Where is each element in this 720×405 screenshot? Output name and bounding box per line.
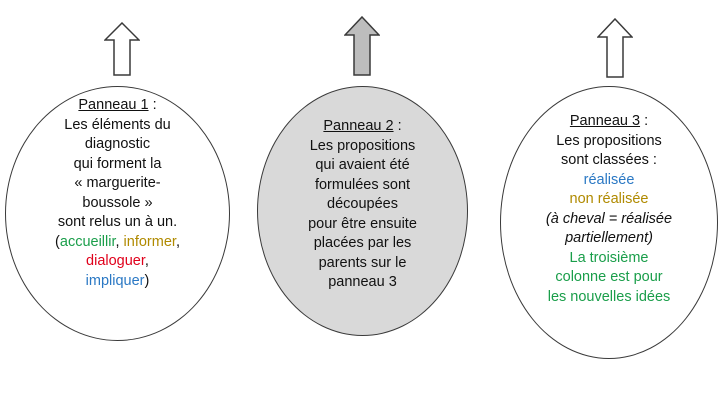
panel-2-line: parents sur le xyxy=(318,254,407,271)
kw-sep: , xyxy=(115,233,124,250)
panel-2-line: qui avaient été xyxy=(315,157,410,173)
kw-accueillir: accueillir xyxy=(59,233,116,250)
panel-1-title: Panneau 1 xyxy=(78,97,149,113)
panel-1-line: Les éléments du xyxy=(64,116,171,133)
panel-3-green-line: colonne est pour xyxy=(555,269,663,285)
panel-3-title-suffix: : xyxy=(640,113,649,129)
panel-1-line: diagnostic xyxy=(84,136,151,152)
kw-impliquer: impliquer xyxy=(85,272,145,289)
panel-2-line: formulées sont xyxy=(314,176,411,193)
panel-1-line: boussole » xyxy=(82,194,153,211)
kw-informer: informer xyxy=(123,233,176,250)
up-arrow-icon xyxy=(344,16,380,76)
panel-3-italic-line: partiellement) xyxy=(565,230,653,246)
panel-3-green-line: les nouvelles idées xyxy=(547,288,671,305)
panel-1-line: sont relus un à un. xyxy=(57,214,178,230)
panel-3-green-line: La troisième xyxy=(569,249,649,266)
up-arrow-icon xyxy=(104,22,140,76)
panel-1-line: qui forment la xyxy=(73,155,162,172)
panel-2-title-suffix: : xyxy=(393,118,402,134)
panel-1-line: « marguerite- xyxy=(74,175,161,191)
kw-sep: , xyxy=(144,253,149,269)
status-done: réalisée xyxy=(583,171,635,188)
panel-3-line: sont classées : xyxy=(561,152,657,168)
panel-2-text xyxy=(267,117,458,293)
kw-sep: , xyxy=(175,233,180,250)
panel-3-italic-line: (à cheval = réalisée xyxy=(545,210,673,227)
panel-2-line: pour être ensuite xyxy=(308,215,417,232)
kw-open: ( xyxy=(55,233,60,250)
status-not-done: non réalisée xyxy=(569,191,649,207)
panel-1-text xyxy=(20,96,215,291)
panel-2-title: Panneau 2 xyxy=(323,118,394,134)
panel-1-title-suffix: : xyxy=(148,97,157,113)
panel-2-line: Les propositions xyxy=(309,137,416,154)
panel-3-text xyxy=(512,112,706,307)
up-arrow-icon xyxy=(597,18,633,78)
panel-3-title: Panneau 3 xyxy=(569,113,641,129)
panel-3-line: Les propositions xyxy=(556,132,662,149)
kw-dialoguer: dialoguer xyxy=(86,253,145,269)
panel-2-line: découpées xyxy=(327,196,398,212)
panel-2-line: panneau 3 xyxy=(328,274,397,290)
kw-close: ) xyxy=(144,272,150,289)
panel-2-line: placées par les xyxy=(313,235,412,251)
